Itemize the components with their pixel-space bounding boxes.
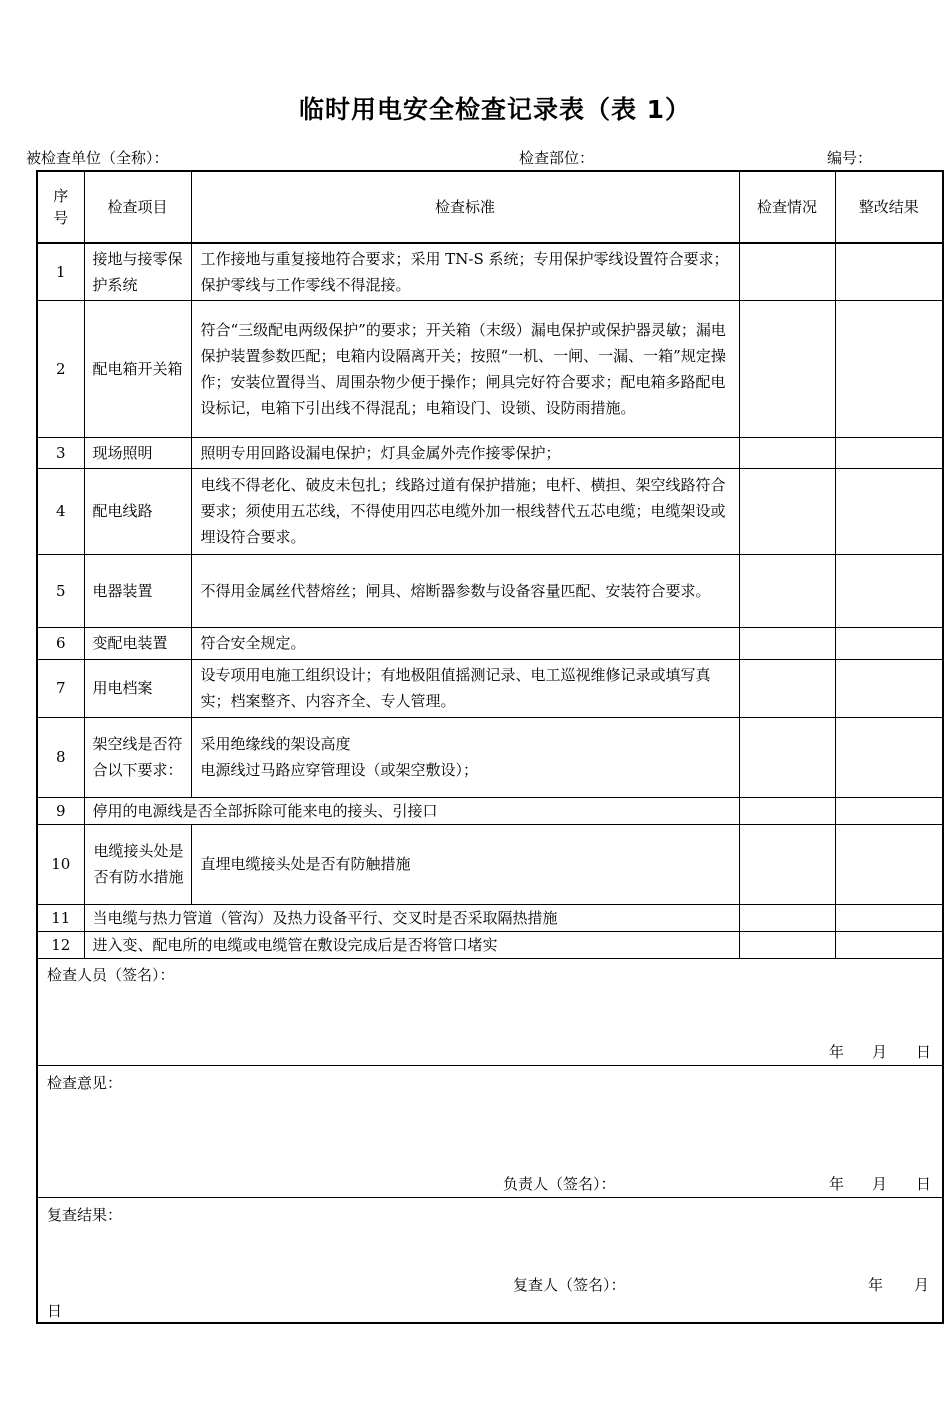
month-label: 月 [872, 1174, 888, 1193]
inspection-status-cell[interactable] [739, 824, 835, 904]
row-number: 7 [37, 659, 84, 717]
row-number: 2 [37, 300, 84, 437]
inspection-status-cell[interactable] [739, 659, 835, 717]
inspector-label: 检查人员（签名）： [47, 965, 175, 984]
year-label: 年 [868, 1275, 884, 1294]
inspector-signature-row [37, 958, 943, 1065]
inspection-standard: 照明专用回路设漏电保护；灯具金属外壳作接零保护； [191, 437, 739, 468]
year-label: 年 [829, 1042, 845, 1061]
row-number: 3 [37, 437, 84, 468]
inspection-item: 配电箱开关箱 [84, 300, 191, 437]
inspection-standard: 符合安全规定。 [191, 627, 739, 659]
rectification-result-cell[interactable] [835, 904, 943, 931]
inspection-item-merged: 停用的电源线是否全部拆除可能来电的接头、引接口 [84, 797, 739, 824]
table-row [37, 554, 943, 627]
inspection-item: 电缆接头处是否有防水措施 [84, 824, 191, 904]
day-label: 日 [47, 1301, 63, 1320]
month-label: 月 [914, 1275, 930, 1294]
table-row [37, 300, 943, 437]
rectification-result-cell[interactable] [835, 659, 943, 717]
inspection-item: 电器装置 [84, 554, 191, 627]
rectification-result-cell[interactable] [835, 797, 943, 824]
table-row [37, 468, 943, 554]
table-row [37, 437, 943, 468]
recheck-row [37, 1197, 943, 1323]
inspection-item: 接地与接零保护系统 [84, 243, 191, 300]
inspection-item-merged: 当电缆与热力管道（管沟）及热力设备平行、交叉时是否采取隔热措施 [84, 904, 739, 931]
rectification-result-cell[interactable] [835, 468, 943, 554]
responsible-sign-label: 负责人（签名）： [503, 1174, 616, 1193]
inspection-standard: 工作接地与重复接地符合要求；采用 TN-S 系统；专用保护零线设置符合要求；保护零线与工作零线不得混接。 [191, 243, 739, 300]
inspection-status-cell[interactable] [739, 437, 835, 468]
inspection-table [36, 170, 944, 1324]
row-number: 9 [37, 797, 84, 824]
day-label: 日 [916, 1174, 932, 1193]
col-header-standard: 检查标准 [191, 171, 739, 243]
table-row [37, 659, 943, 717]
col-header-item: 检查项目 [84, 171, 191, 243]
inspection-item-merged: 进入变、配电所的电缆或电缆管在敷设完成后是否将管口堵实 [84, 931, 739, 958]
inspection-standard: 不得用金属丝代替熔丝；闸具、熔断器参数与设备容量匹配、安装符合要求。 [191, 554, 739, 627]
day-label: 日 [916, 1042, 932, 1061]
inspection-status-cell[interactable] [739, 243, 835, 300]
page-title: 临时用电安全检查记录表（表 1） [298, 95, 692, 124]
table-row [37, 931, 943, 958]
row-number: 11 [37, 904, 84, 931]
inspector-signature-cell[interactable] [37, 958, 943, 1065]
row-number: 1 [37, 243, 84, 300]
inspection-part-label: 检查部位： [519, 149, 595, 167]
inspection-item: 配电线路 [84, 468, 191, 554]
rectification-result-cell[interactable] [835, 717, 943, 797]
row-number: 4 [37, 468, 84, 554]
inspected-unit-label: 被检查单位（全称）： [26, 149, 169, 167]
table-row [37, 797, 943, 824]
row-number: 8 [37, 717, 84, 797]
inspection-status-cell[interactable] [739, 554, 835, 627]
standard-line: 采用绝缘线的架设高度 [200, 735, 351, 753]
table-row [37, 243, 943, 300]
opinion-row [37, 1065, 943, 1197]
col-header-status: 检查情况 [739, 171, 835, 243]
inspection-status-cell[interactable] [739, 627, 835, 659]
row-number: 5 [37, 554, 84, 627]
rectification-result-cell[interactable] [835, 824, 943, 904]
inspection-standard: 符合“三级配电两级保护”的要求；开关箱（末级）漏电保护或保护器灵敏；漏电保护装置参数匹配；电箱内设隔离开关；按照“一机、一闸、一漏、一箱”规定操作；安装位置得当、周围杂物少便于操作；闸具完好符合要求；配电箱多路配电设标记，电箱下引出线不得混乱；电箱设门、设锁、设防雨措施。 [191, 300, 739, 437]
inspection-item: 现场照明 [84, 437, 191, 468]
inspection-status-cell[interactable] [739, 300, 835, 437]
table-row [37, 904, 943, 931]
inspection-status-cell[interactable] [739, 468, 835, 554]
inspection-item: 变配电装置 [84, 627, 191, 659]
opinion-cell[interactable] [37, 1065, 943, 1197]
col-header-seq: 序号 [37, 171, 84, 243]
inspection-standard: 直埋电缆接头处是否有防触措施 [191, 824, 739, 904]
opinion-label: 检查意见： [47, 1073, 123, 1092]
month-label: 月 [872, 1042, 888, 1061]
recheck-cell[interactable] [37, 1197, 943, 1323]
rectification-result-cell[interactable] [835, 931, 943, 958]
row-number: 12 [37, 931, 84, 958]
inspection-status-cell[interactable] [739, 717, 835, 797]
standard-line: 电源线过马路应穿管理设（或架空敷设）； [200, 761, 479, 779]
rectification-result-cell[interactable] [835, 627, 943, 659]
table-row [37, 824, 943, 904]
table-header-row [37, 171, 943, 243]
inspection-standard: 设专项用电施工组织设计；有地极阻值摇测记录、电工巡视维修记录或填写真实；档案整齐、内容齐全、专人管理。 [191, 659, 739, 717]
inspection-status-cell[interactable] [739, 931, 835, 958]
row-number: 6 [37, 627, 84, 659]
rectification-result-cell[interactable] [835, 300, 943, 437]
table-row [37, 717, 943, 797]
inspection-status-cell[interactable] [739, 797, 835, 824]
serial-number-label: 编号： [827, 149, 873, 167]
row-number: 10 [37, 824, 84, 904]
rechecker-sign-label: 复查人（签名）： [513, 1275, 626, 1294]
inspection-item: 架空线是否符合以下要求： [84, 717, 191, 797]
col-header-result: 整改结果 [835, 171, 943, 243]
inspection-standard [191, 717, 739, 797]
recheck-label: 复查结果： [47, 1205, 123, 1224]
inspection-status-cell[interactable] [739, 904, 835, 931]
rectification-result-cell[interactable] [835, 243, 943, 300]
inspection-standard: 电线不得老化、破皮未包扎；线路过道有保护措施；电杆、横担、架空线路符合要求；须使用五芯线，不得使用四芯电缆外加一根线替代五芯电缆；电缆架设或埋设符合要求。 [191, 468, 739, 554]
table-row [37, 627, 943, 659]
inspection-item: 用电档案 [84, 659, 191, 717]
year-label: 年 [829, 1174, 845, 1193]
rectification-result-cell[interactable] [835, 554, 943, 627]
rectification-result-cell[interactable] [835, 437, 943, 468]
